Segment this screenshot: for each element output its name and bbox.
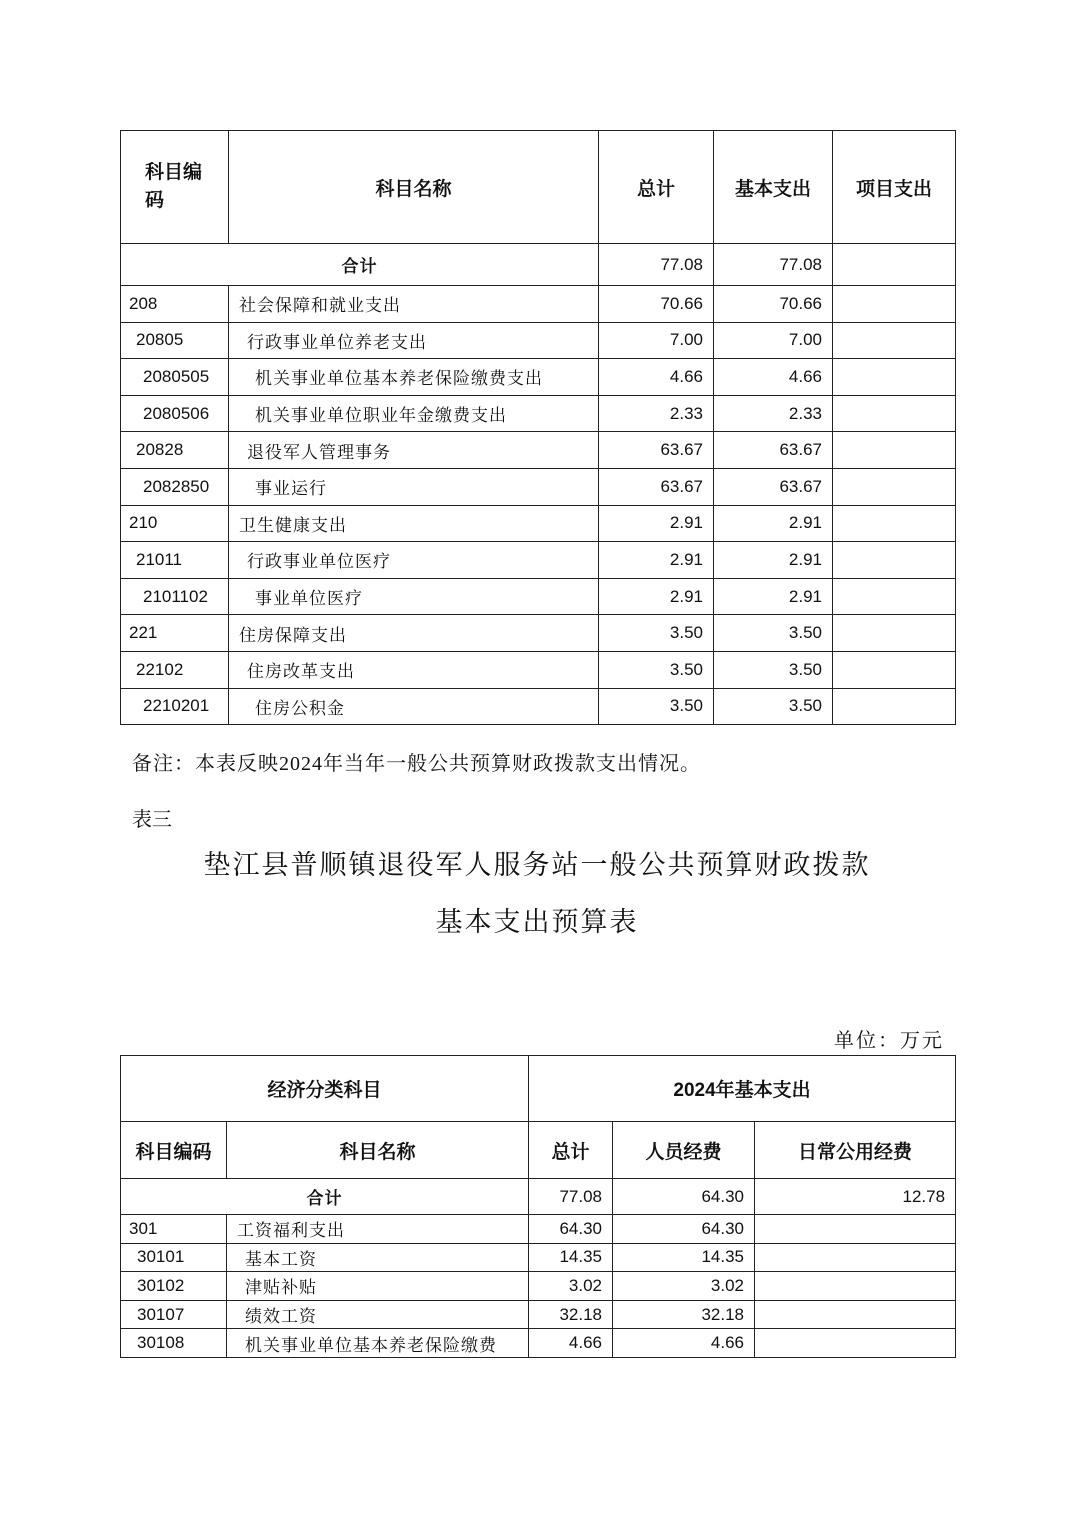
cell-total: 63.67 <box>599 468 714 505</box>
cell-project <box>833 395 956 432</box>
cell-public <box>755 1300 956 1329</box>
cell-total: 7.00 <box>599 322 714 359</box>
cell-project <box>833 505 956 542</box>
cell-name: 事业运行 <box>229 468 599 505</box>
cell-code: 30108 <box>121 1329 227 1358</box>
summary-public: 12.78 <box>755 1179 956 1215</box>
group-header-row <box>121 1056 956 1122</box>
cell-code: 2080506 <box>121 395 229 432</box>
cell-total: 2.91 <box>599 542 714 579</box>
cell-personnel: 32.18 <box>613 1300 755 1329</box>
cell-code: 2082850 <box>121 468 229 505</box>
cell-total: 4.66 <box>599 359 714 396</box>
header-project: 项目支出 <box>833 131 956 244</box>
cell-basic: 63.67 <box>714 468 833 505</box>
cell-code: 20805 <box>121 322 229 359</box>
summary-basic: 77.08 <box>714 244 833 286</box>
page-title-line2: 基本支出预算表 <box>435 907 639 937</box>
cell-public <box>755 1272 956 1301</box>
table-note: 备注：本表反映2024年当年一般公共预算财政拨款支出情况。 <box>132 753 701 775</box>
cell-total: 2.33 <box>599 395 714 432</box>
table-label: 表三 <box>132 809 172 831</box>
group-header-year: 2024年基本支出 <box>529 1056 956 1122</box>
cell-name: 津贴补贴 <box>227 1272 529 1301</box>
cell-name: 事业单位医疗 <box>229 578 599 615</box>
cell-basic: 70.66 <box>714 286 833 323</box>
summary-row <box>121 244 956 286</box>
cell-total: 70.66 <box>599 286 714 323</box>
cell-total: 4.66 <box>529 1329 613 1358</box>
cell-project <box>833 542 956 579</box>
table-row <box>121 432 956 469</box>
header-name: 科目名称 <box>227 1122 529 1179</box>
table-row <box>121 1272 956 1301</box>
cell-total: 32.18 <box>529 1300 613 1329</box>
header-total: 总计 <box>529 1122 613 1179</box>
table-row <box>121 286 956 323</box>
cell-code: 30102 <box>121 1272 227 1301</box>
cell-total: 14.35 <box>529 1243 613 1272</box>
cell-personnel: 3.02 <box>613 1272 755 1301</box>
cell-total: 3.50 <box>599 651 714 688</box>
cell-total: 64.30 <box>529 1215 613 1244</box>
summary-personnel: 64.30 <box>613 1179 755 1215</box>
cell-code: 20828 <box>121 432 229 469</box>
cell-name: 卫生健康支出 <box>229 505 599 542</box>
cell-project <box>833 578 956 615</box>
cell-code: 22102 <box>121 651 229 688</box>
cell-code: 210 <box>121 505 229 542</box>
cell-basic: 3.50 <box>714 615 833 652</box>
header-code: 科目编码 <box>121 131 229 244</box>
summary-row <box>121 1179 956 1215</box>
cell-name: 住房改革支出 <box>229 651 599 688</box>
table-row <box>121 505 956 542</box>
table-row <box>121 542 956 579</box>
cell-project <box>833 615 956 652</box>
table-row <box>121 688 956 725</box>
cell-personnel: 14.35 <box>613 1243 755 1272</box>
cell-total: 3.50 <box>599 688 714 725</box>
table-row <box>121 615 956 652</box>
cell-basic: 2.91 <box>714 505 833 542</box>
cell-project <box>833 359 956 396</box>
table-row <box>121 395 956 432</box>
cell-name: 社会保障和就业支出 <box>229 286 599 323</box>
unit-label: 单位：万元 <box>834 1030 944 1052</box>
table-row <box>121 468 956 505</box>
cell-total: 3.02 <box>529 1272 613 1301</box>
table-row <box>121 1215 956 1244</box>
table-row <box>121 651 956 688</box>
cell-name: 机关事业单位基本养老保险缴费 <box>227 1329 529 1358</box>
summary-project <box>833 244 956 286</box>
cell-code: 2080505 <box>121 359 229 396</box>
basic-expenditure-table <box>120 1055 956 1358</box>
summary-label: 合计 <box>121 244 599 286</box>
table-row <box>121 322 956 359</box>
cell-total: 3.50 <box>599 615 714 652</box>
cell-name: 住房公积金 <box>229 688 599 725</box>
cell-code: 30107 <box>121 1300 227 1329</box>
header-basic: 基本支出 <box>714 131 833 244</box>
cell-project <box>833 322 956 359</box>
table-row <box>121 578 956 615</box>
cell-project <box>833 432 956 469</box>
header-total: 总计 <box>599 131 714 244</box>
cell-personnel: 64.30 <box>613 1215 755 1244</box>
cell-basic: 2.91 <box>714 578 833 615</box>
cell-total: 2.91 <box>599 505 714 542</box>
page-title-line1: 垫江县普顺镇退役军人服务站一般公共预算财政拨款 <box>203 850 871 880</box>
expenditure-table <box>120 130 956 725</box>
cell-basic: 4.66 <box>714 359 833 396</box>
cell-code: 2210201 <box>121 688 229 725</box>
cell-name: 机关事业单位职业年金缴费支出 <box>229 395 599 432</box>
cell-name: 基本工资 <box>227 1243 529 1272</box>
cell-project <box>833 651 956 688</box>
cell-code: 301 <box>121 1215 227 1244</box>
cell-name: 行政事业单位养老支出 <box>229 322 599 359</box>
cell-total: 2.91 <box>599 578 714 615</box>
cell-basic: 3.50 <box>714 688 833 725</box>
cell-name: 退役军人管理事务 <box>229 432 599 469</box>
header-name: 科目名称 <box>229 131 599 244</box>
header-personnel: 人员经费 <box>613 1122 755 1179</box>
cell-personnel: 4.66 <box>613 1329 755 1358</box>
cell-name: 工资福利支出 <box>227 1215 529 1244</box>
summary-total: 77.08 <box>529 1179 613 1215</box>
cell-code: 30101 <box>121 1243 227 1272</box>
cell-project <box>833 468 956 505</box>
cell-basic: 3.50 <box>714 651 833 688</box>
cell-basic: 63.67 <box>714 432 833 469</box>
table-row <box>121 1329 956 1358</box>
group-header-econ: 经济分类科目 <box>121 1056 529 1122</box>
cell-public <box>755 1215 956 1244</box>
cell-name: 行政事业单位医疗 <box>229 542 599 579</box>
cell-basic: 7.00 <box>714 322 833 359</box>
cell-name: 机关事业单位基本养老保险缴费支出 <box>229 359 599 396</box>
header-public: 日常公用经费 <box>755 1122 956 1179</box>
cell-code: 221 <box>121 615 229 652</box>
table-row <box>121 1243 956 1272</box>
cell-code: 2101102 <box>121 578 229 615</box>
table-header-row <box>121 131 956 244</box>
cell-total: 63.67 <box>599 432 714 469</box>
cell-code: 208 <box>121 286 229 323</box>
cell-basic: 2.91 <box>714 542 833 579</box>
cell-code: 21011 <box>121 542 229 579</box>
cell-name: 住房保障支出 <box>229 615 599 652</box>
cell-public <box>755 1243 956 1272</box>
cell-project <box>833 688 956 725</box>
header-code: 科目编码 <box>121 1122 227 1179</box>
table-header-row <box>121 1122 956 1179</box>
table-row <box>121 1300 956 1329</box>
cell-public <box>755 1329 956 1358</box>
summary-total: 77.08 <box>599 244 714 286</box>
table-row <box>121 359 956 396</box>
cell-basic: 2.33 <box>714 395 833 432</box>
cell-name: 绩效工资 <box>227 1300 529 1329</box>
summary-label: 合计 <box>121 1179 529 1215</box>
cell-project <box>833 286 956 323</box>
